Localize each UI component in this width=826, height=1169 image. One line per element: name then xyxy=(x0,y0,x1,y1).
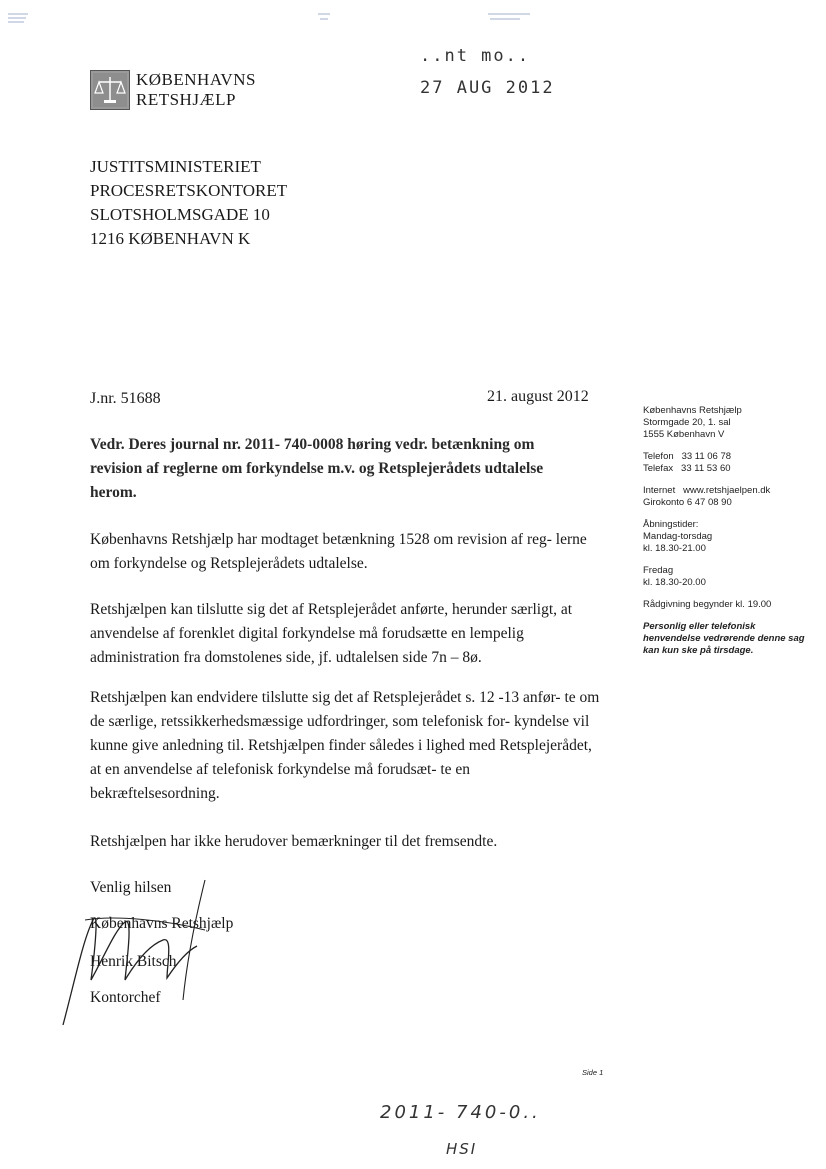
page-number: Side 1 xyxy=(582,1068,604,1077)
internet-label: Internet xyxy=(643,485,676,496)
hours-title: Åbningstider: xyxy=(643,519,699,530)
giro-label: Girokonto xyxy=(643,497,685,508)
sidebar-street: Stormgade 20, 1. sal xyxy=(643,417,731,428)
recipient-line: SLOTSHOLMSGADE 10 xyxy=(90,205,270,224)
org-name-line1: KØBENHAVNS xyxy=(136,70,256,89)
body-paragraph: Retshjælpen kan endvidere tilslutte sig det af Retsplejerådet s. 12 -13 anfør- te om de særlige, retssikkerhedsmæssige udfordringer, som telefonisk for- kyndelse vil kunne give anledning til. Retshjælpen finder således i lighed med Retsplejerådet, at en anvendelse af telefonisk forkyndelse må forudsæt- te en bekræftelsesordning. xyxy=(90,689,600,802)
hours-time-2: kl. 18.30-20.00 xyxy=(643,577,706,588)
handwritten-initials: HSI xyxy=(446,1140,478,1158)
website: www.retshjaelpen.dk xyxy=(683,485,771,496)
body-paragraph: Retshjælpen har ikke herudover bemærkninger til det fremsendte. xyxy=(90,833,498,850)
handwritten-case-number: 2011- 740-0.. xyxy=(380,1102,541,1123)
phone-label: Telefon xyxy=(643,451,674,462)
sidebar-city: 1555 København V xyxy=(643,429,725,440)
sidebar-org-name: Københavns Retshjælp xyxy=(643,405,742,416)
fax-label: Telefax xyxy=(643,463,674,474)
handwritten-signature xyxy=(55,860,245,1035)
org-name-line2: RETSHJÆLP xyxy=(136,90,236,109)
contact-sidebar xyxy=(643,405,813,667)
stamp-date: 27 AUG 2012 xyxy=(420,78,555,98)
hours-days-2: Fredag xyxy=(643,565,674,576)
stamp-line1: ..nt mo.. xyxy=(420,46,531,66)
sidebar-note: Personlig eller telefonisk henvendelse vedrørende denne sag kan kun ske på tirsdage. xyxy=(643,621,805,656)
scales-logo-icon xyxy=(90,70,130,110)
recipient-line: 1216 KØBENHAVN K xyxy=(90,229,251,248)
recipient-address xyxy=(90,155,287,251)
closing-greeting: Venlig hilsen xyxy=(90,879,172,896)
org-letterhead xyxy=(136,70,256,110)
giro-number: 6 47 08 90 xyxy=(686,497,732,508)
phone-number: 33 11 06 78 xyxy=(681,451,732,462)
advice-hours: Rådgivning begynder kl. 19.00 xyxy=(643,599,772,610)
received-stamp xyxy=(420,40,555,104)
journal-reference: J.nr. 51688 xyxy=(90,390,161,407)
signatory-title: Kontorchef xyxy=(90,989,161,1006)
fax-number: 33 11 53 60 xyxy=(681,463,731,474)
hours-days-1: Mandag-torsdag xyxy=(643,531,713,542)
body-paragraph: Retshjælpen kan tilslutte sig det af Retsplejerådet anførte, herunder særligt, at anvendelse af forenklet digital forkyndelse må forudsætte en lempelig administration fra domstolenes side, jf. udtalelsen side 7n – 8ø. xyxy=(90,601,573,666)
recipient-line: JUSTITSMINISTERIET xyxy=(90,157,261,176)
hours-time-1: kl. 18.30-21.00 xyxy=(643,543,706,554)
recipient-line: PROCESRETSKONTORET xyxy=(90,181,288,200)
letter-date: 21. august 2012 xyxy=(487,388,589,405)
closing-org: Københavns Retshjælp xyxy=(90,915,234,932)
body-paragraph: Københavns Retshjælp har modtaget betænkning 1528 om revision af reg- lerne om forkyndelse og Retsplejerådets udtalelse. xyxy=(90,531,587,572)
signatory-name: Henrik Bitsch xyxy=(90,953,177,970)
scan-marks xyxy=(0,0,826,40)
subject-line: Vedr. Deres journal nr. 2011- 740-0008 høring vedr. betænkning om revision af reglerne om forkyndelse m.v. og Retsplejerådets udtalelse herom. xyxy=(90,436,544,501)
